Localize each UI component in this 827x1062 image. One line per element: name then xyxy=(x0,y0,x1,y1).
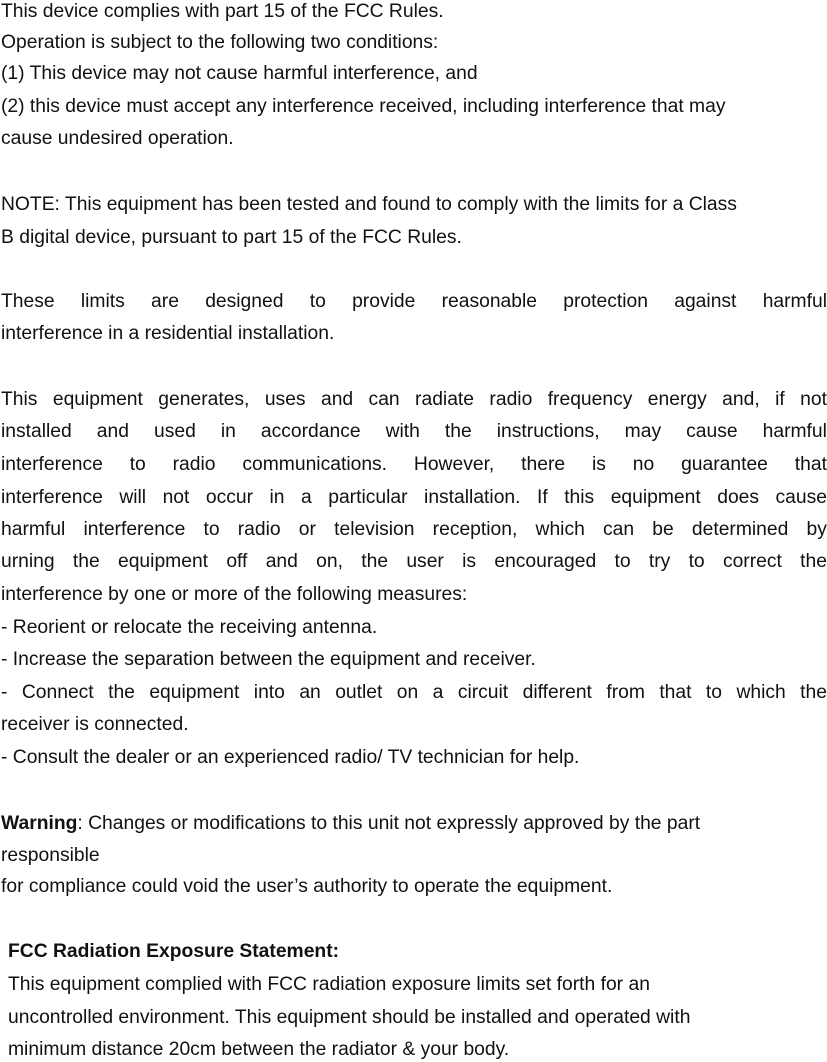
word: into xyxy=(253,682,285,703)
word: are xyxy=(151,291,179,312)
word: provide xyxy=(352,291,416,312)
word: harmful xyxy=(1,519,66,540)
word: no xyxy=(632,454,655,475)
word: this xyxy=(564,487,595,508)
word: communications. xyxy=(242,454,388,475)
word: try xyxy=(648,551,671,572)
word: Connect xyxy=(21,682,94,703)
word: not xyxy=(800,389,827,410)
word: television xyxy=(334,519,415,540)
radiation-line-1: This equipment complied with FCC radiation exposure limits set forth for an xyxy=(8,974,650,995)
warning-label: Warning xyxy=(1,813,78,834)
word: an xyxy=(299,682,321,703)
word: guarantee xyxy=(681,454,768,475)
equipment-line-5 xyxy=(1,518,827,542)
word: - xyxy=(1,682,8,703)
word: the xyxy=(108,682,135,703)
equipment-line-1 xyxy=(1,388,827,412)
word: to xyxy=(705,682,723,703)
word: encouraged xyxy=(494,551,597,572)
word: used xyxy=(153,421,196,442)
word: uses xyxy=(264,389,306,410)
word: and xyxy=(265,551,298,572)
word: harmful xyxy=(762,421,827,442)
word: occur xyxy=(205,487,254,508)
word: installed xyxy=(1,421,72,442)
word: to xyxy=(203,519,220,540)
word: outlet xyxy=(335,682,383,703)
measure-connect-outlet-cont: receiver is connected. xyxy=(1,714,189,735)
word: off xyxy=(226,551,248,572)
word: urning xyxy=(1,551,55,572)
word: on, xyxy=(316,551,343,572)
word: reception, xyxy=(432,519,518,540)
word: a xyxy=(432,682,444,703)
word: is xyxy=(591,454,606,475)
word: against xyxy=(674,291,737,312)
word: reasonable xyxy=(441,291,538,312)
word: and xyxy=(320,389,354,410)
word: that xyxy=(659,682,692,703)
note-line-2: B digital device, pursuant to part 15 of the FCC Rules. xyxy=(1,227,462,248)
warning-line-1 xyxy=(1,812,700,836)
word: circuit xyxy=(457,682,509,703)
note-line-1: NOTE: This equipment has been tested and found to comply with the limits for a Class xyxy=(1,194,737,215)
word: be xyxy=(652,519,674,540)
word: correct xyxy=(722,551,782,572)
warning-line-3: for compliance could void the user’s authority to operate the equipment. xyxy=(1,876,613,897)
radiation-title: FCC Radiation Exposure Statement: xyxy=(8,941,340,962)
measure-consult-dealer: - Consult the dealer or an experienced radio/ TV technician for help. xyxy=(1,747,580,768)
warning-text: : Changes or modifications to this unit not expressly approved by the part xyxy=(77,813,701,834)
word: to xyxy=(614,551,631,572)
word: equipment xyxy=(149,682,240,703)
word: that xyxy=(794,454,827,475)
word: in xyxy=(220,421,236,442)
word: the xyxy=(444,421,472,442)
word: radio xyxy=(489,389,533,410)
word: determined xyxy=(691,519,789,540)
word: generates, xyxy=(158,389,250,410)
word: limits xyxy=(80,291,125,312)
word: radio xyxy=(237,519,281,540)
word: with xyxy=(385,421,420,442)
word: interference xyxy=(1,454,103,475)
equipment-line-7: interference by one or more of the following measures: xyxy=(1,584,468,605)
word: a xyxy=(301,487,312,508)
equipment-line-3 xyxy=(1,453,827,477)
word: instructions, xyxy=(496,421,600,442)
word: cause xyxy=(686,421,738,442)
warning-line-2: responsible xyxy=(1,845,100,866)
radiation-line-3: minimum distance 20cm between the radiator & your body. xyxy=(8,1039,510,1060)
word: accordance xyxy=(260,421,361,442)
word: not xyxy=(162,487,190,508)
intro-line-2: Operation is subject to the following two conditions: xyxy=(1,32,439,53)
word: These xyxy=(1,291,55,312)
word: by xyxy=(806,519,827,540)
word: If xyxy=(536,487,548,508)
intro-line-3: (1) This device may not cause harmful interference, and xyxy=(1,63,478,84)
word: radio xyxy=(172,454,216,475)
word: the xyxy=(361,551,389,572)
word: designed xyxy=(205,291,284,312)
word: and, xyxy=(722,389,760,410)
word: frequency xyxy=(547,389,633,410)
word: interference xyxy=(83,519,186,540)
word: the xyxy=(800,682,827,703)
word: can xyxy=(368,389,400,410)
word: will xyxy=(119,487,147,508)
word: from xyxy=(606,682,645,703)
word: the xyxy=(800,551,827,572)
word: to xyxy=(688,551,705,572)
word: may xyxy=(624,421,662,442)
word: to xyxy=(129,454,146,475)
word: is xyxy=(462,551,477,572)
word: there xyxy=(521,454,566,475)
word: interference xyxy=(1,487,103,508)
word: energy xyxy=(647,389,707,410)
word: particular xyxy=(328,487,408,508)
word: and xyxy=(96,421,129,442)
word: harmful xyxy=(762,291,827,312)
intro-line-4: (2) this device must accept any interference received, including interference that may xyxy=(1,96,726,117)
intro-line-5: cause undesired operation. xyxy=(1,128,234,149)
word: cause xyxy=(775,487,827,508)
word: in xyxy=(269,487,285,508)
word: can xyxy=(603,519,635,540)
radiation-line-2: uncontrolled environment. This equipment should be installed and operated with xyxy=(8,1007,691,1028)
measure-reorient: - Reorient or relocate the receiving antenna. xyxy=(1,617,378,638)
word: which xyxy=(736,682,786,703)
equipment-line-6 xyxy=(1,550,827,574)
word: different xyxy=(522,682,592,703)
limits-line-1 xyxy=(1,290,827,314)
equipment-line-4 xyxy=(1,486,827,510)
word: However, xyxy=(413,454,495,475)
word: the xyxy=(72,551,100,572)
limits-line-2: interference in a residential installation. xyxy=(1,323,335,344)
measure-connect-outlet xyxy=(1,681,827,705)
measure-increase-separation: - Increase the separation between the equipment and receiver. xyxy=(1,649,536,670)
equipment-line-2 xyxy=(1,420,827,444)
word: installation. xyxy=(424,487,521,508)
word: to xyxy=(309,291,326,312)
word: if xyxy=(775,389,785,410)
word: equipment xyxy=(52,389,143,410)
word: on xyxy=(396,682,419,703)
word: which xyxy=(535,519,585,540)
word: or xyxy=(298,519,316,540)
word: equipment xyxy=(117,551,209,572)
word: This xyxy=(1,389,38,410)
word: equipment xyxy=(610,487,701,508)
intro-line-1: This device complies with part 15 of the FCC Rules. xyxy=(1,1,444,22)
word: protection xyxy=(563,291,648,312)
word: does xyxy=(717,487,760,508)
word: radiate xyxy=(415,389,475,410)
word: user xyxy=(406,551,444,572)
